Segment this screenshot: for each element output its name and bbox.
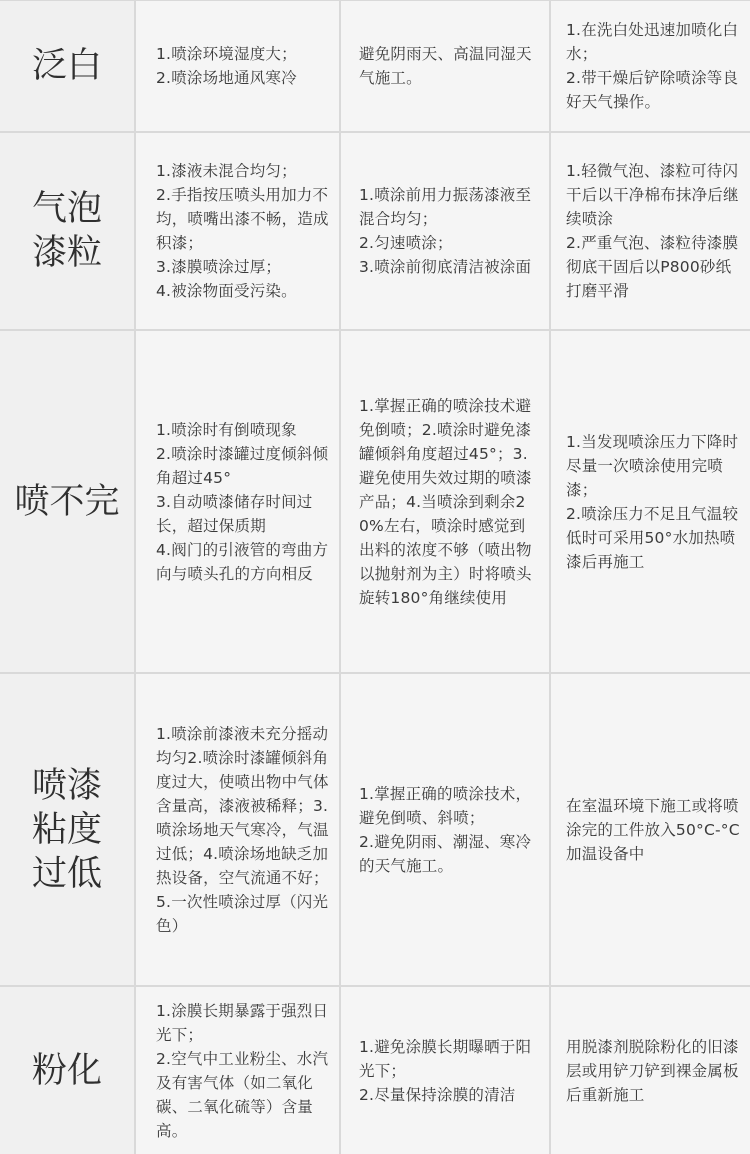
prevention-cell: 1.掌握正确的喷涂技术，避免倒喷、斜喷； 2.避免阴雨、潮湿、寒冷的天气施工。 bbox=[341, 674, 549, 985]
prevention-cell: 避免阴雨天、高温同湿天气施工。 bbox=[341, 1, 549, 131]
problem-name bbox=[0, 674, 134, 985]
cause-cell: 1.涂膜长期暴露于强烈日光下； 2.空气中工业粉尘、水汽及有害气体（如二氧化碳、二氧化硫等）含量高。 bbox=[136, 987, 339, 1154]
prevention-cell: 1.掌握正确的喷涂技术避免倒喷；2.喷涂时避免漆罐倾斜角度超过45°；3.避免使用失效过期的喷漆产品；4.当喷涂到剩余20%左右，喷涂时感觉到出料的浓度不够（喷出物以抛射剂为主）时将喷头旋转180°角继续使用 bbox=[341, 331, 549, 672]
problem-name bbox=[0, 1, 134, 131]
problem-name-text: 喷不完 bbox=[14, 481, 120, 522]
solution-cell: 1.轻微气泡、漆粒可待闪干后以干净棉布抹净后继续喷涂 2.严重气泡、漆粒待漆膜彻底干固后以P800砂纸打磨平滑 bbox=[551, 133, 750, 329]
prevention-cell: 1.喷涂前用力振荡漆液至混合均匀； 2.匀速喷涂； 3.喷涂前彻底清洁被涂面 bbox=[341, 133, 549, 329]
solution-cell: 1.在洗白处迅速加喷化白水； 2.带干燥后铲除喷涂等良好天气操作。 bbox=[551, 1, 750, 131]
cause-cell: 1.喷涂环境湿度大； 2.喷涂场地通风寒冷 bbox=[136, 1, 339, 131]
problem-name-text: 喷漆粘度过低 bbox=[31, 765, 102, 894]
solution-cell: 1.当发现喷涂压力下降时尽量一次喷涂使用完喷漆； 2.喷涂压力不足且气温较低时可采用50°水加热喷漆后再施工 bbox=[551, 331, 750, 672]
problem-name-text: 气泡漆粒 bbox=[31, 189, 102, 273]
problem-name bbox=[0, 987, 134, 1154]
cause-cell: 1.漆液未混合均匀； 2.手指按压喷头用加力不均，喷嘴出漆不畅，造成积漆； 3.漆膜喷涂过厚； 4.被涂物面受污染。 bbox=[136, 133, 339, 329]
cause-cell: 1.喷涂前漆液未充分摇动均匀2.喷涂时漆罐倾斜角度过大，使喷出物中气体含量高，漆液被稀释；3.喷涂场地天气寒冷，气温过低；4.喷涂场地缺乏加热设备，空气流通不好；5.一次性喷涂过厚（闪光色） bbox=[136, 674, 339, 985]
solution-cell: 用脱漆剂脱除粉化的旧漆层或用铲刀铲到裸金属板后重新施工 bbox=[551, 987, 750, 1154]
solution-cell: 在室温环境下施工或将喷涂完的工件放入50°C-°C加温设备中 bbox=[551, 674, 750, 985]
problem-name bbox=[0, 133, 134, 329]
problem-name-text: 泛白 bbox=[31, 46, 102, 86]
problem-name bbox=[0, 331, 134, 672]
cause-cell: 1.喷涂时有倒喷现象 2.喷涂时漆罐过度倾斜倾角超过45° 3.自动喷漆储存时间过长，超过保质期 4.阀门的引液管的弯曲方向与喷头孔的方向相反 bbox=[136, 331, 339, 672]
problem-name-text: 粉化 bbox=[31, 1050, 102, 1091]
prevention-cell: 1.避免涂膜长期曝晒于阳光下； 2.尽量保持涂膜的清洁 bbox=[341, 987, 549, 1154]
